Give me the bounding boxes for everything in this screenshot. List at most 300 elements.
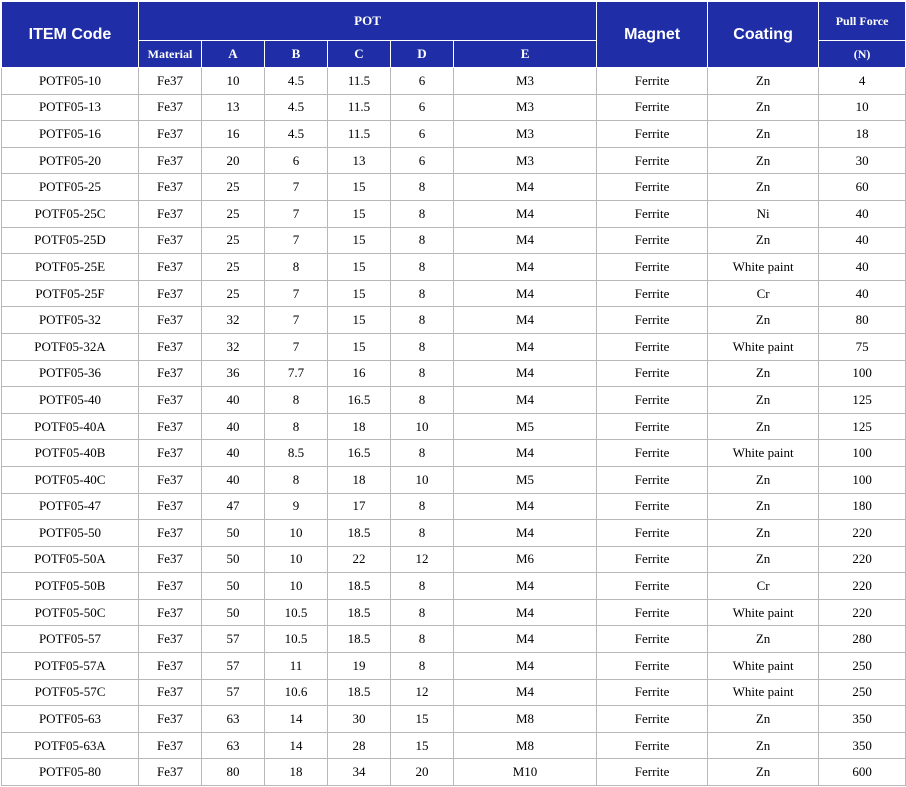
- d-cell: 10: [391, 466, 454, 493]
- c-cell: 15: [328, 174, 391, 201]
- table-row: [2, 174, 906, 201]
- coating-cell: Zn: [708, 520, 819, 547]
- a-cell: 50: [202, 546, 265, 573]
- b-cell: 7.7: [265, 360, 328, 387]
- item-code-cell: POTF05-40B: [2, 440, 139, 467]
- item-code-cell: POTF05-40A: [2, 413, 139, 440]
- d-cell: 15: [391, 706, 454, 733]
- header-pot: POT: [139, 2, 597, 41]
- item-code-cell: POTF05-25C: [2, 200, 139, 227]
- b-cell: 8: [265, 413, 328, 440]
- table-row: [2, 280, 906, 307]
- magnet-cell: Ferrite: [597, 546, 708, 573]
- c-cell: 18.5: [328, 679, 391, 706]
- a-cell: 13: [202, 94, 265, 121]
- d-cell: 8: [391, 254, 454, 281]
- header-item-code: ITEM Code: [2, 2, 139, 68]
- magnet-cell: Ferrite: [597, 333, 708, 360]
- pull-force-cell: 100: [819, 466, 906, 493]
- pull-force-cell: 60: [819, 174, 906, 201]
- e-cell: M4: [454, 387, 597, 414]
- table-row: [2, 360, 906, 387]
- c-cell: 34: [328, 759, 391, 786]
- material-cell: Fe37: [139, 679, 202, 706]
- b-cell: 10: [265, 573, 328, 600]
- d-cell: 15: [391, 732, 454, 759]
- e-cell: M4: [454, 599, 597, 626]
- d-cell: 8: [391, 360, 454, 387]
- d-cell: 8: [391, 493, 454, 520]
- magnet-cell: Ferrite: [597, 147, 708, 174]
- pull-force-cell: 220: [819, 546, 906, 573]
- b-cell: 7: [265, 174, 328, 201]
- c-cell: 18.5: [328, 599, 391, 626]
- magnet-cell: Ferrite: [597, 387, 708, 414]
- table-row: [2, 413, 906, 440]
- magnet-cell: Ferrite: [597, 626, 708, 653]
- coating-cell: Zn: [708, 732, 819, 759]
- b-cell: 10: [265, 546, 328, 573]
- header-pull-force-unit: (N): [819, 41, 906, 68]
- magnet-cell: Ferrite: [597, 520, 708, 547]
- coating-cell: Zn: [708, 360, 819, 387]
- d-cell: 8: [391, 200, 454, 227]
- item-code-cell: POTF05-50: [2, 520, 139, 547]
- item-code-cell: POTF05-36: [2, 360, 139, 387]
- b-cell: 7: [265, 280, 328, 307]
- item-code-cell: POTF05-13: [2, 94, 139, 121]
- e-cell: M4: [454, 653, 597, 680]
- e-cell: M4: [454, 520, 597, 547]
- table-row: [2, 520, 906, 547]
- b-cell: 7: [265, 227, 328, 254]
- header-material: Material: [139, 41, 202, 68]
- table-row: [2, 254, 906, 281]
- table-row: [2, 653, 906, 680]
- table-row: [2, 706, 906, 733]
- magnet-cell: Ferrite: [597, 413, 708, 440]
- material-cell: Fe37: [139, 732, 202, 759]
- c-cell: 11.5: [328, 68, 391, 95]
- coating-cell: White paint: [708, 679, 819, 706]
- coating-cell: White paint: [708, 440, 819, 467]
- material-cell: Fe37: [139, 387, 202, 414]
- a-cell: 10: [202, 68, 265, 95]
- material-cell: Fe37: [139, 626, 202, 653]
- item-code-cell: POTF05-63: [2, 706, 139, 733]
- c-cell: 15: [328, 227, 391, 254]
- pull-force-cell: 30: [819, 147, 906, 174]
- material-cell: Fe37: [139, 413, 202, 440]
- material-cell: Fe37: [139, 706, 202, 733]
- b-cell: 4.5: [265, 68, 328, 95]
- a-cell: 40: [202, 413, 265, 440]
- a-cell: 50: [202, 573, 265, 600]
- coating-cell: Zn: [708, 68, 819, 95]
- c-cell: 22: [328, 546, 391, 573]
- material-cell: Fe37: [139, 280, 202, 307]
- e-cell: M4: [454, 440, 597, 467]
- table-row: [2, 679, 906, 706]
- material-cell: Fe37: [139, 147, 202, 174]
- b-cell: 7: [265, 200, 328, 227]
- magnet-cell: Ferrite: [597, 653, 708, 680]
- table-row: [2, 307, 906, 334]
- c-cell: 15: [328, 280, 391, 307]
- e-cell: M3: [454, 147, 597, 174]
- magnet-cell: Ferrite: [597, 679, 708, 706]
- a-cell: 63: [202, 706, 265, 733]
- d-cell: 12: [391, 679, 454, 706]
- b-cell: 10: [265, 520, 328, 547]
- table-row: [2, 759, 906, 786]
- table-row: [2, 68, 906, 95]
- magnet-cell: Ferrite: [597, 573, 708, 600]
- table-row: [2, 121, 906, 148]
- pull-force-cell: 40: [819, 200, 906, 227]
- b-cell: 14: [265, 706, 328, 733]
- d-cell: 6: [391, 121, 454, 148]
- a-cell: 16: [202, 121, 265, 148]
- d-cell: 8: [391, 653, 454, 680]
- c-cell: 11.5: [328, 121, 391, 148]
- e-cell: M4: [454, 493, 597, 520]
- coating-cell: Zn: [708, 121, 819, 148]
- material-cell: Fe37: [139, 174, 202, 201]
- pull-force-cell: 250: [819, 653, 906, 680]
- d-cell: 6: [391, 68, 454, 95]
- table-row: [2, 573, 906, 600]
- a-cell: 57: [202, 679, 265, 706]
- item-code-cell: POTF05-10: [2, 68, 139, 95]
- material-cell: Fe37: [139, 573, 202, 600]
- d-cell: 8: [391, 280, 454, 307]
- a-cell: 80: [202, 759, 265, 786]
- pull-force-cell: 125: [819, 413, 906, 440]
- pull-force-cell: 100: [819, 360, 906, 387]
- item-code-cell: POTF05-50C: [2, 599, 139, 626]
- b-cell: 9: [265, 493, 328, 520]
- magnet-cell: Ferrite: [597, 360, 708, 387]
- magnet-cell: Ferrite: [597, 493, 708, 520]
- magnet-cell: Ferrite: [597, 94, 708, 121]
- b-cell: 7: [265, 307, 328, 334]
- coating-cell: Zn: [708, 759, 819, 786]
- e-cell: M4: [454, 307, 597, 334]
- c-cell: 16: [328, 360, 391, 387]
- item-code-cell: POTF05-25F: [2, 280, 139, 307]
- b-cell: 10.6: [265, 679, 328, 706]
- pot-magnet-spec-table: [1, 1, 906, 786]
- a-cell: 57: [202, 653, 265, 680]
- coating-cell: Ni: [708, 200, 819, 227]
- material-cell: Fe37: [139, 200, 202, 227]
- c-cell: 16.5: [328, 387, 391, 414]
- magnet-cell: Ferrite: [597, 440, 708, 467]
- item-code-cell: POTF05-80: [2, 759, 139, 786]
- a-cell: 40: [202, 466, 265, 493]
- magnet-cell: Ferrite: [597, 706, 708, 733]
- item-code-cell: POTF05-40: [2, 387, 139, 414]
- e-cell: M4: [454, 200, 597, 227]
- item-code-cell: POTF05-16: [2, 121, 139, 148]
- a-cell: 32: [202, 307, 265, 334]
- pull-force-cell: 280: [819, 626, 906, 653]
- material-cell: Fe37: [139, 440, 202, 467]
- coating-cell: Zn: [708, 413, 819, 440]
- table-row: [2, 466, 906, 493]
- magnet-cell: Ferrite: [597, 307, 708, 334]
- table-body: [2, 68, 906, 786]
- e-cell: M3: [454, 68, 597, 95]
- d-cell: 8: [391, 227, 454, 254]
- table-row: [2, 626, 906, 653]
- item-code-cell: POTF05-25: [2, 174, 139, 201]
- c-cell: 13: [328, 147, 391, 174]
- item-code-cell: POTF05-57C: [2, 679, 139, 706]
- pull-force-cell: 220: [819, 573, 906, 600]
- item-code-cell: POTF05-20: [2, 147, 139, 174]
- coating-cell: Zn: [708, 493, 819, 520]
- material-cell: Fe37: [139, 546, 202, 573]
- coating-cell: Zn: [708, 546, 819, 573]
- table-row: [2, 333, 906, 360]
- material-cell: Fe37: [139, 759, 202, 786]
- c-cell: 18.5: [328, 626, 391, 653]
- item-code-cell: POTF05-57A: [2, 653, 139, 680]
- c-cell: 17: [328, 493, 391, 520]
- material-cell: Fe37: [139, 599, 202, 626]
- coating-cell: Cr: [708, 573, 819, 600]
- c-cell: 16.5: [328, 440, 391, 467]
- magnet-cell: Ferrite: [597, 121, 708, 148]
- a-cell: 40: [202, 440, 265, 467]
- coating-cell: Zn: [708, 387, 819, 414]
- material-cell: Fe37: [139, 493, 202, 520]
- c-cell: 30: [328, 706, 391, 733]
- pull-force-cell: 125: [819, 387, 906, 414]
- coating-cell: White paint: [708, 599, 819, 626]
- b-cell: 18: [265, 759, 328, 786]
- item-code-cell: POTF05-63A: [2, 732, 139, 759]
- header-e: E: [454, 41, 597, 68]
- magnet-cell: Ferrite: [597, 466, 708, 493]
- e-cell: M6: [454, 546, 597, 573]
- header-pull-force: Pull Force: [819, 2, 906, 41]
- e-cell: M4: [454, 174, 597, 201]
- c-cell: 15: [328, 200, 391, 227]
- coating-cell: White paint: [708, 333, 819, 360]
- d-cell: 20: [391, 759, 454, 786]
- b-cell: 8: [265, 466, 328, 493]
- d-cell: 8: [391, 626, 454, 653]
- e-cell: M5: [454, 413, 597, 440]
- b-cell: 11: [265, 653, 328, 680]
- e-cell: M4: [454, 254, 597, 281]
- d-cell: 6: [391, 94, 454, 121]
- header-c: C: [328, 41, 391, 68]
- material-cell: Fe37: [139, 360, 202, 387]
- c-cell: 15: [328, 307, 391, 334]
- header-b: B: [265, 41, 328, 68]
- pull-force-cell: 600: [819, 759, 906, 786]
- b-cell: 7: [265, 333, 328, 360]
- material-cell: Fe37: [139, 68, 202, 95]
- table-row: [2, 147, 906, 174]
- e-cell: M8: [454, 732, 597, 759]
- table-row: [2, 387, 906, 414]
- c-cell: 28: [328, 732, 391, 759]
- magnet-cell: Ferrite: [597, 280, 708, 307]
- material-cell: Fe37: [139, 94, 202, 121]
- coating-cell: Zn: [708, 147, 819, 174]
- magnet-cell: Ferrite: [597, 732, 708, 759]
- a-cell: 25: [202, 227, 265, 254]
- pull-force-cell: 180: [819, 493, 906, 520]
- material-cell: Fe37: [139, 254, 202, 281]
- item-code-cell: POTF05-57: [2, 626, 139, 653]
- coating-cell: Zn: [708, 94, 819, 121]
- b-cell: 8: [265, 254, 328, 281]
- a-cell: 25: [202, 280, 265, 307]
- a-cell: 32: [202, 333, 265, 360]
- a-cell: 50: [202, 520, 265, 547]
- item-code-cell: POTF05-47: [2, 493, 139, 520]
- d-cell: 8: [391, 174, 454, 201]
- c-cell: 18: [328, 466, 391, 493]
- b-cell: 8: [265, 387, 328, 414]
- d-cell: 12: [391, 546, 454, 573]
- e-cell: M10: [454, 759, 597, 786]
- d-cell: 8: [391, 333, 454, 360]
- b-cell: 4.5: [265, 94, 328, 121]
- c-cell: 18.5: [328, 573, 391, 600]
- e-cell: M4: [454, 360, 597, 387]
- material-cell: Fe37: [139, 520, 202, 547]
- coating-cell: Zn: [708, 706, 819, 733]
- magnet-cell: Ferrite: [597, 599, 708, 626]
- pull-force-cell: 75: [819, 333, 906, 360]
- item-code-cell: POTF05-25D: [2, 227, 139, 254]
- c-cell: 18.5: [328, 520, 391, 547]
- d-cell: 6: [391, 147, 454, 174]
- e-cell: M4: [454, 333, 597, 360]
- table-row: [2, 94, 906, 121]
- item-code-cell: POTF05-50B: [2, 573, 139, 600]
- coating-cell: Cr: [708, 280, 819, 307]
- coating-cell: Zn: [708, 174, 819, 201]
- a-cell: 40: [202, 387, 265, 414]
- header-a: A: [202, 41, 265, 68]
- e-cell: M3: [454, 94, 597, 121]
- e-cell: M4: [454, 626, 597, 653]
- coating-cell: Zn: [708, 307, 819, 334]
- table-row: [2, 440, 906, 467]
- pull-force-cell: 40: [819, 254, 906, 281]
- e-cell: M4: [454, 573, 597, 600]
- e-cell: M4: [454, 227, 597, 254]
- d-cell: 8: [391, 387, 454, 414]
- a-cell: 50: [202, 599, 265, 626]
- coating-cell: Zn: [708, 626, 819, 653]
- material-cell: Fe37: [139, 333, 202, 360]
- c-cell: 11.5: [328, 94, 391, 121]
- pull-force-cell: 4: [819, 68, 906, 95]
- pull-force-cell: 100: [819, 440, 906, 467]
- magnet-cell: Ferrite: [597, 68, 708, 95]
- pull-force-cell: 40: [819, 280, 906, 307]
- pull-force-cell: 80: [819, 307, 906, 334]
- b-cell: 4.5: [265, 121, 328, 148]
- c-cell: 18: [328, 413, 391, 440]
- material-cell: Fe37: [139, 307, 202, 334]
- table-row: [2, 493, 906, 520]
- e-cell: M4: [454, 679, 597, 706]
- a-cell: 25: [202, 254, 265, 281]
- pull-force-cell: 250: [819, 679, 906, 706]
- pull-force-cell: 350: [819, 706, 906, 733]
- pull-force-cell: 10: [819, 94, 906, 121]
- header-d: D: [391, 41, 454, 68]
- coating-cell: White paint: [708, 653, 819, 680]
- coating-cell: Zn: [708, 227, 819, 254]
- b-cell: 10.5: [265, 626, 328, 653]
- magnet-cell: Ferrite: [597, 200, 708, 227]
- c-cell: 15: [328, 333, 391, 360]
- table-row: [2, 732, 906, 759]
- material-cell: Fe37: [139, 227, 202, 254]
- magnet-cell: Ferrite: [597, 227, 708, 254]
- a-cell: 47: [202, 493, 265, 520]
- pull-force-cell: 18: [819, 121, 906, 148]
- coating-cell: White paint: [708, 254, 819, 281]
- c-cell: 15: [328, 254, 391, 281]
- pull-force-cell: 350: [819, 732, 906, 759]
- item-code-cell: POTF05-40C: [2, 466, 139, 493]
- d-cell: 8: [391, 520, 454, 547]
- b-cell: 6: [265, 147, 328, 174]
- coating-cell: Zn: [708, 466, 819, 493]
- material-cell: Fe37: [139, 121, 202, 148]
- e-cell: M5: [454, 466, 597, 493]
- material-cell: Fe37: [139, 653, 202, 680]
- b-cell: 14: [265, 732, 328, 759]
- pull-force-cell: 40: [819, 227, 906, 254]
- pull-force-cell: 220: [819, 599, 906, 626]
- c-cell: 19: [328, 653, 391, 680]
- header-magnet: Magnet: [597, 2, 708, 68]
- b-cell: 8.5: [265, 440, 328, 467]
- a-cell: 36: [202, 360, 265, 387]
- table-row: [2, 599, 906, 626]
- e-cell: M8: [454, 706, 597, 733]
- d-cell: 8: [391, 440, 454, 467]
- d-cell: 8: [391, 599, 454, 626]
- d-cell: 8: [391, 573, 454, 600]
- item-code-cell: POTF05-25E: [2, 254, 139, 281]
- d-cell: 10: [391, 413, 454, 440]
- a-cell: 63: [202, 732, 265, 759]
- a-cell: 20: [202, 147, 265, 174]
- magnet-cell: Ferrite: [597, 174, 708, 201]
- pull-force-cell: 220: [819, 520, 906, 547]
- header-coating: Coating: [708, 2, 819, 68]
- magnet-cell: Ferrite: [597, 759, 708, 786]
- d-cell: 8: [391, 307, 454, 334]
- e-cell: M4: [454, 280, 597, 307]
- item-code-cell: POTF05-50A: [2, 546, 139, 573]
- e-cell: M3: [454, 121, 597, 148]
